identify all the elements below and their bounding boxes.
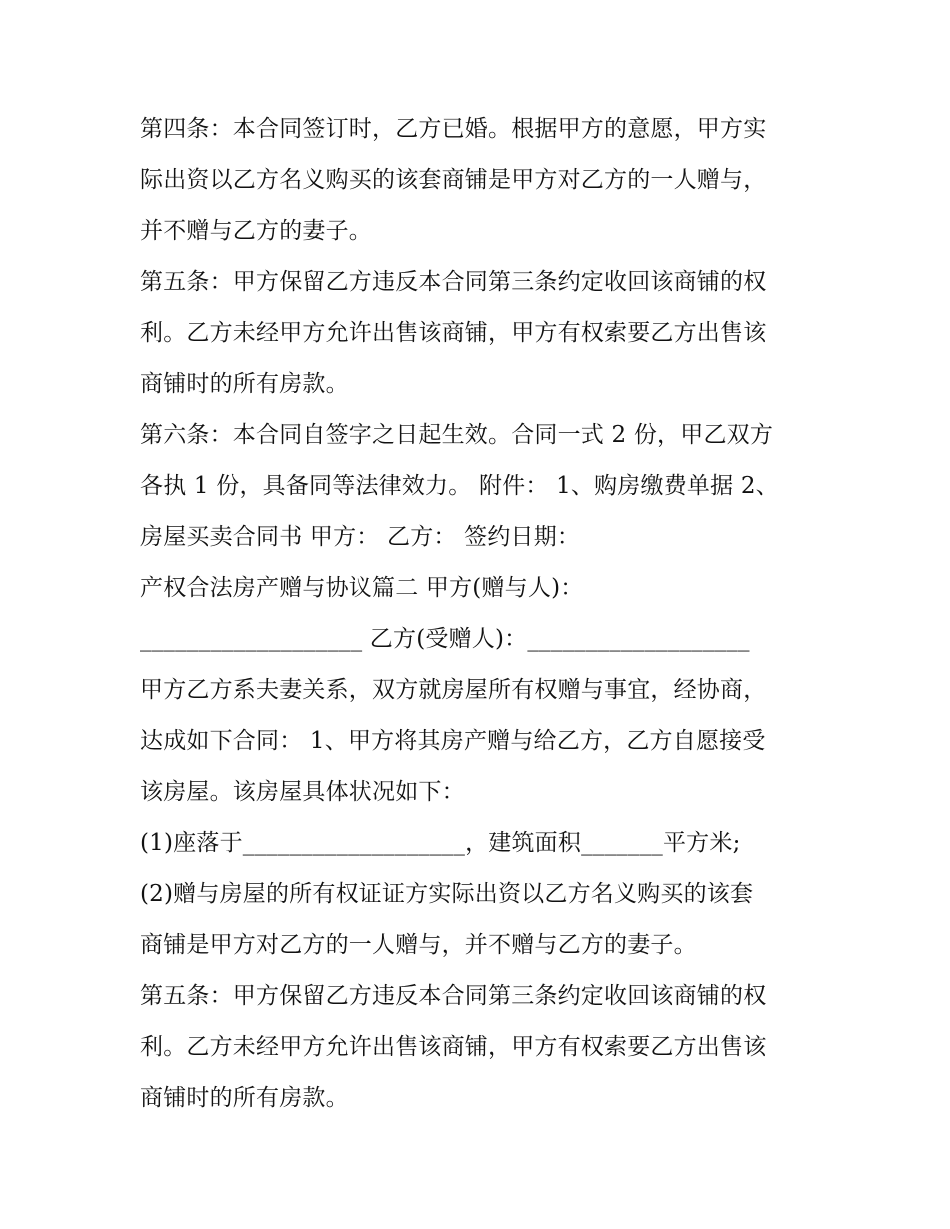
article-6-paragraph [140, 410, 820, 563]
text-line: 际出资以乙方名义购买的该套商铺是甲方对乙方的一人赠与， [140, 167, 767, 193]
text-line: 甲方乙方系夫妻关系，双方就房屋所有权赠与事宜，经协商， [140, 677, 767, 703]
text-line: 各执 1 份，具备同等法律效力。 附件： 1、购房缴费单据 2、 [140, 473, 779, 499]
text-line: 利。乙方未经甲方允许出售该商铺，甲方有权索要乙方出售该 [140, 1034, 767, 1060]
property-location-paragraph [140, 818, 820, 869]
text-line: (1)座落于___________________，建筑面积_______平方米; [140, 830, 741, 856]
text-line: 商铺是甲方对乙方的一人赠与，并不赠与乙方的妻子。 [140, 932, 697, 958]
text-line: (2)赠与房屋的所有权证证方实际出资以乙方名义购买的该套 [140, 881, 754, 907]
article-5-paragraph [140, 257, 820, 410]
text-line: 第四条：本合同签订时，乙方已婚。根据甲方的意愿，甲方实 [140, 116, 767, 142]
article-4-paragraph [140, 104, 820, 257]
text-line: 第六条：本合同自签字之日起生效。合同一式 2 份，甲乙双方 [140, 422, 774, 448]
text-line: 并不赠与乙方的妻子。 [140, 218, 372, 244]
relationship-paragraph [140, 665, 820, 818]
article-5-repeat-paragraph [140, 971, 820, 1124]
text-line: 第五条：甲方保留乙方违反本合同第三条约定收回该商铺的权 [140, 269, 767, 295]
agreement-2-heading-paragraph [140, 563, 820, 665]
text-line: 产权合法房产赠与协议篇二 甲方(赠与人)： [140, 575, 584, 601]
text-line: 第五条：甲方保留乙方违反本合同第三条约定收回该商铺的权 [140, 983, 767, 1009]
text-line: 商铺时的所有房款。 [140, 1085, 349, 1111]
text-line: 达成如下合同： 1、甲方将其房产赠与给乙方，乙方自愿接受 [140, 728, 766, 754]
property-ownership-paragraph [140, 869, 820, 971]
document-body [140, 104, 820, 1124]
text-line: 房屋买卖合同书 甲方： 乙方： 签约日期： [140, 524, 581, 550]
text-line: 利。乙方未经甲方允许出售该商铺，甲方有权索要乙方出售该 [140, 320, 767, 346]
text-line: 该房屋。该房屋具体状况如下： [140, 779, 465, 805]
text-line: 商铺时的所有房款。 [140, 371, 349, 397]
parties-blank-line: ___________________ 乙方(受赠人)：___________________ [140, 626, 750, 652]
